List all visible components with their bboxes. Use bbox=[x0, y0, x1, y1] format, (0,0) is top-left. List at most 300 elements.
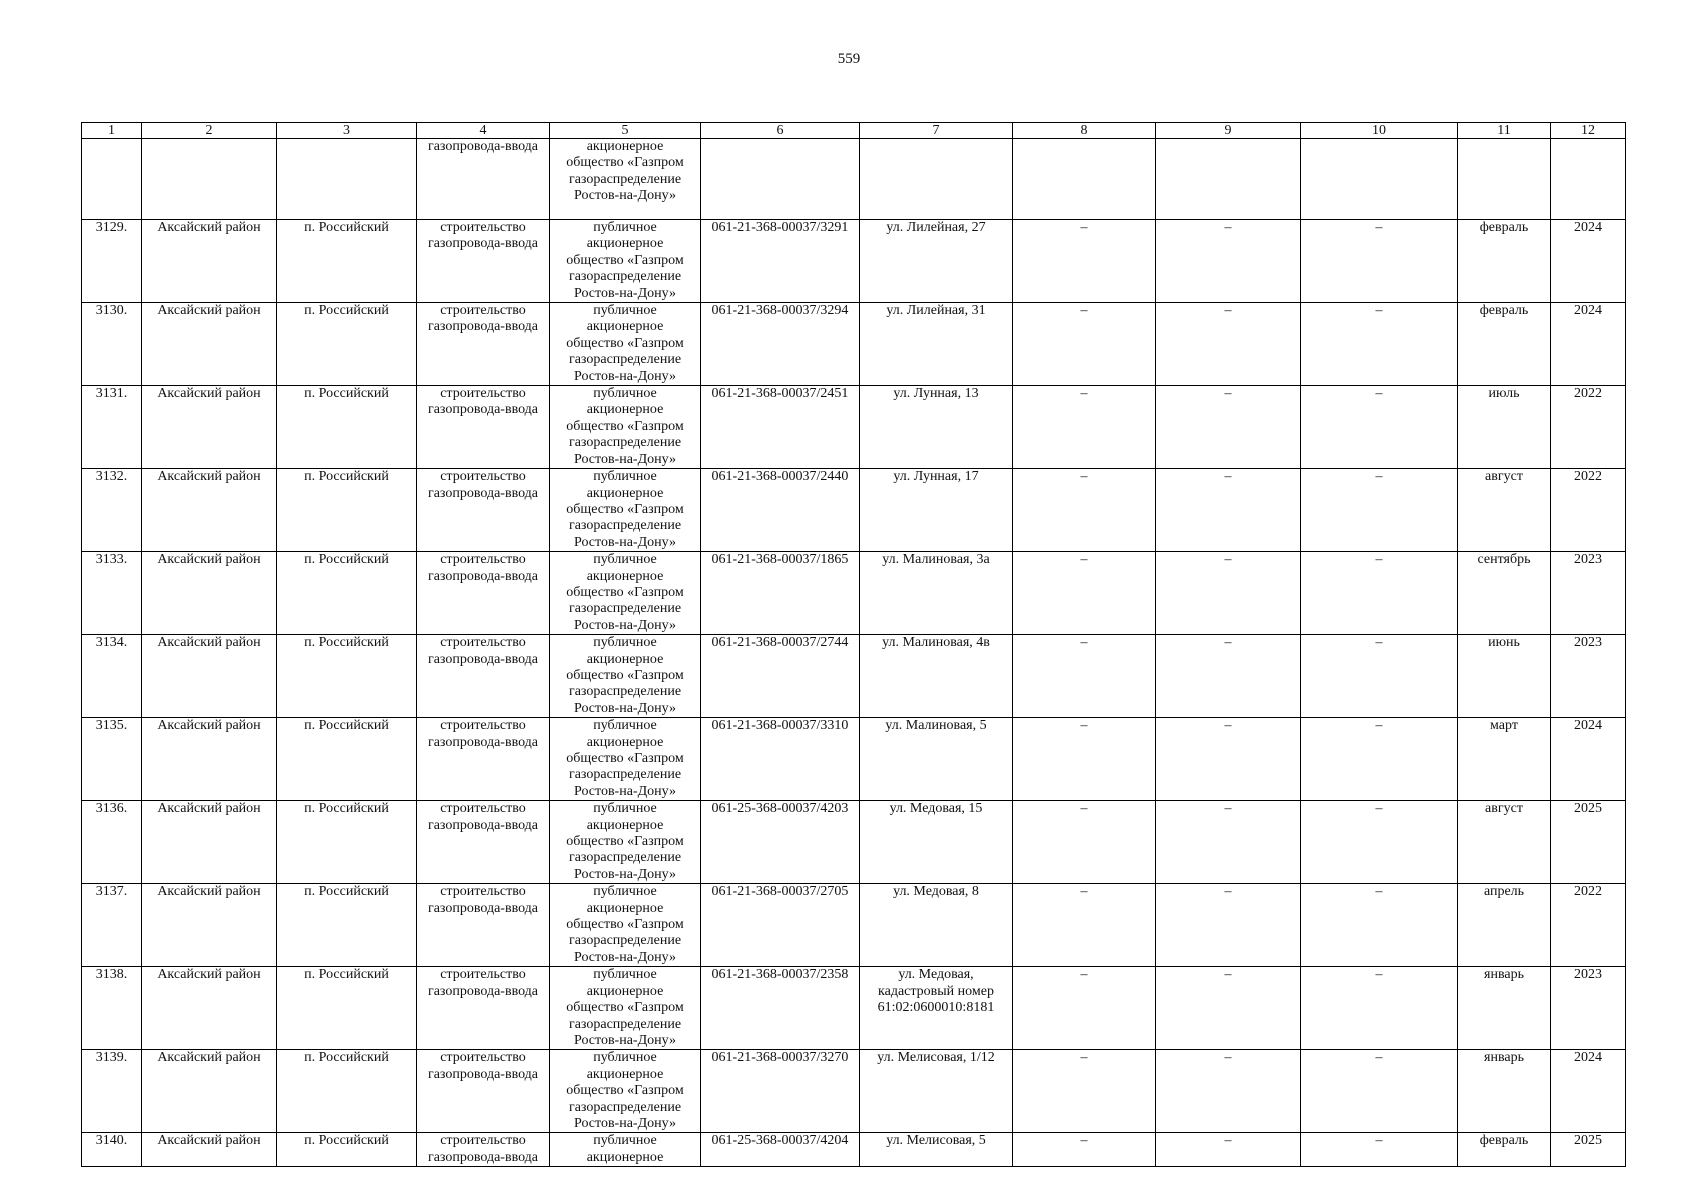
column-header: 8 bbox=[1013, 123, 1156, 139]
cell-month bbox=[1458, 139, 1551, 220]
cell-org-text: публичное акционерное общество «Газпром газораспределение Ростов-на-Дону» bbox=[566, 1050, 684, 1131]
cell-c10-text: – bbox=[1375, 718, 1383, 734]
cell-num bbox=[82, 303, 142, 386]
cell-year bbox=[1551, 635, 1626, 718]
cell-num-text: 3139. bbox=[95, 1050, 128, 1066]
cell-address bbox=[860, 718, 1013, 801]
cell-num-text: 3138. bbox=[95, 967, 128, 983]
cell-settlement-text: п. Российский bbox=[304, 967, 389, 983]
cell-c9-text: – bbox=[1224, 718, 1232, 734]
cell-num bbox=[82, 1050, 142, 1133]
cell-settlement-text: п. Российский bbox=[304, 1050, 389, 1066]
cell-year-text: 2022 bbox=[1574, 386, 1602, 402]
cell-work bbox=[417, 635, 550, 718]
cell-c10 bbox=[1301, 884, 1458, 967]
cell-district-text: Аксайский район bbox=[157, 303, 261, 319]
cell-c8 bbox=[1013, 1050, 1156, 1133]
cell-c8 bbox=[1013, 552, 1156, 635]
cell-district bbox=[142, 718, 277, 801]
cell-org bbox=[550, 552, 701, 635]
cell-address bbox=[860, 967, 1013, 1050]
cell-address-text: ул. Лунная, 17 bbox=[893, 469, 979, 485]
cell-c10 bbox=[1301, 552, 1458, 635]
cell-work-text: строительство газопровода-ввода bbox=[427, 303, 539, 335]
cell-work bbox=[417, 139, 550, 220]
cell-c8-text: – bbox=[1080, 1133, 1088, 1149]
cell-code bbox=[701, 469, 860, 552]
cell-c8 bbox=[1013, 220, 1156, 303]
cell-code-text: 061-21-368-00037/3294 bbox=[711, 303, 849, 319]
cell-settlement bbox=[277, 718, 417, 801]
cell-work bbox=[417, 884, 550, 967]
cell-year-text: 2022 bbox=[1574, 469, 1602, 485]
cell-c8 bbox=[1013, 801, 1156, 884]
cell-year-text: 2023 bbox=[1574, 967, 1602, 983]
cell-work bbox=[417, 967, 550, 1050]
cell-address bbox=[860, 884, 1013, 967]
column-header: 5 bbox=[550, 123, 701, 139]
column-header: 3 bbox=[277, 123, 417, 139]
cell-year bbox=[1551, 801, 1626, 884]
cell-code-text: 061-25-368-00037/4204 bbox=[711, 1133, 849, 1149]
cell-district-text: Аксайский район bbox=[157, 386, 261, 402]
cell-code bbox=[701, 220, 860, 303]
cell-c8-text: – bbox=[1080, 718, 1088, 734]
cell-c9 bbox=[1156, 303, 1301, 386]
cell-month-text: август bbox=[1485, 801, 1523, 817]
cell-month-text: апрель bbox=[1483, 884, 1525, 900]
table-row bbox=[82, 801, 1626, 884]
cell-code-text: 061-21-368-00037/3291 bbox=[711, 220, 849, 235]
cell-c9 bbox=[1156, 139, 1301, 220]
cell-org bbox=[550, 1050, 701, 1133]
cell-c10 bbox=[1301, 220, 1458, 303]
cell-num-text: 3130. bbox=[95, 303, 128, 319]
cell-c10 bbox=[1301, 303, 1458, 386]
cell-c9 bbox=[1156, 884, 1301, 967]
cell-code-text: 061-21-368-00037/2705 bbox=[711, 884, 849, 900]
cell-num bbox=[82, 386, 142, 469]
continued-row bbox=[82, 139, 1626, 220]
cell-work bbox=[417, 386, 550, 469]
cell-c8-text: – bbox=[1080, 303, 1088, 319]
cell-org bbox=[550, 220, 701, 303]
cell-c9-text: – bbox=[1224, 967, 1232, 983]
cell-month-text: февраль bbox=[1479, 303, 1529, 319]
cell-c8-text: – bbox=[1080, 386, 1088, 402]
cell-address bbox=[860, 469, 1013, 552]
cell-work-text: строительство газопровода-ввода bbox=[427, 967, 539, 999]
cell-code-text: 061-21-368-00037/2440 bbox=[711, 469, 849, 485]
cell-org-text: акционерное общество «Газпром газораспределение Ростов-на-Дону» bbox=[566, 139, 684, 204]
cell-district-text: Аксайский район bbox=[157, 718, 261, 734]
table-row bbox=[82, 303, 1626, 386]
cell-settlement-text: п. Российский bbox=[304, 635, 389, 651]
cell-org-text: публичное акционерное общество «Газпром газораспределение Ростов-на-Дону» bbox=[566, 635, 684, 716]
cell-month bbox=[1458, 1133, 1551, 1167]
table-row bbox=[82, 967, 1626, 1050]
cell-c8 bbox=[1013, 1133, 1156, 1167]
cell-c10-text: – bbox=[1375, 884, 1383, 900]
cell-num bbox=[82, 220, 142, 303]
cell-address bbox=[860, 386, 1013, 469]
cell-c10 bbox=[1301, 1050, 1458, 1133]
cell-code-text: 061-21-368-00037/2744 bbox=[711, 635, 849, 651]
cell-c8-text: – bbox=[1080, 469, 1088, 485]
cell-c10-text: – bbox=[1375, 303, 1383, 319]
cell-district-text: Аксайский район bbox=[157, 967, 261, 983]
cell-month bbox=[1458, 303, 1551, 386]
cell-district bbox=[142, 801, 277, 884]
cell-address-text: ул. Малиновая, 4в bbox=[882, 635, 990, 651]
cell-c9-text: – bbox=[1224, 386, 1232, 402]
table-header bbox=[82, 123, 1626, 139]
cell-year-text: 2023 bbox=[1574, 552, 1602, 568]
cell-month bbox=[1458, 884, 1551, 967]
cell-address-text: ул. Лилейная, 31 bbox=[886, 303, 986, 319]
table-row bbox=[82, 1050, 1626, 1133]
cell-settlement-text: п. Российский bbox=[304, 469, 389, 485]
cell-c9-text: – bbox=[1224, 220, 1232, 235]
cell-code bbox=[701, 884, 860, 967]
cell-c9-text: – bbox=[1224, 884, 1232, 900]
cell-year bbox=[1551, 469, 1626, 552]
cell-year-text: 2023 bbox=[1574, 635, 1602, 651]
cell-work-text: строительство газопровода-ввода bbox=[427, 469, 539, 501]
cell-work-text: строительство газопровода-ввода bbox=[427, 718, 539, 750]
cell-district-text: Аксайский район bbox=[157, 552, 261, 568]
cell-address bbox=[860, 139, 1013, 220]
cell-settlement bbox=[277, 635, 417, 718]
cell-settlement-text: п. Российский bbox=[304, 386, 389, 402]
cell-year-text: 2024 bbox=[1574, 1050, 1602, 1066]
cell-district bbox=[142, 386, 277, 469]
table-row bbox=[82, 635, 1626, 718]
cell-month bbox=[1458, 469, 1551, 552]
cell-month-text: август bbox=[1485, 469, 1523, 485]
cell-c9 bbox=[1156, 469, 1301, 552]
cell-org bbox=[550, 967, 701, 1050]
cell-year bbox=[1551, 1133, 1626, 1167]
cell-settlement bbox=[277, 552, 417, 635]
cell-address bbox=[860, 303, 1013, 386]
cell-code bbox=[701, 635, 860, 718]
cell-month bbox=[1458, 801, 1551, 884]
cell-c10 bbox=[1301, 801, 1458, 884]
cell-c9 bbox=[1156, 220, 1301, 303]
cell-work-text: строительство газопровода-ввода bbox=[427, 220, 539, 252]
cell-org-text: публичное акционерное общество «Газпром газораспределение Ростов-на-Дону» bbox=[566, 469, 684, 550]
cell-code bbox=[701, 303, 860, 386]
cell-num-text: 3133. bbox=[95, 552, 128, 568]
cell-c10 bbox=[1301, 469, 1458, 552]
table-row bbox=[82, 718, 1626, 801]
column-header: 9 bbox=[1156, 123, 1301, 139]
cell-address-text: ул. Медовая, 8 bbox=[893, 884, 979, 900]
cell-district-text: Аксайский район bbox=[157, 635, 261, 651]
cell-code-text: 061-21-368-00037/3270 bbox=[711, 1050, 849, 1066]
cell-month-text: июль bbox=[1488, 386, 1520, 402]
cell-work bbox=[417, 303, 550, 386]
cell-org bbox=[550, 386, 701, 469]
cell-address-text: ул. Мелисовая, 5 bbox=[886, 1133, 986, 1149]
cell-num bbox=[82, 718, 142, 801]
cell-year-text: 2022 bbox=[1574, 884, 1602, 900]
cell-num bbox=[82, 469, 142, 552]
cell-settlement-text: п. Российский bbox=[304, 801, 389, 817]
cell-settlement-text: п. Российский bbox=[304, 552, 389, 568]
cell-c8 bbox=[1013, 635, 1156, 718]
cell-month bbox=[1458, 1050, 1551, 1133]
cell-c9 bbox=[1156, 1133, 1301, 1167]
cell-address bbox=[860, 1133, 1013, 1167]
cell-settlement bbox=[277, 139, 417, 220]
cell-year bbox=[1551, 303, 1626, 386]
cell-c8-text: – bbox=[1080, 220, 1088, 235]
cell-year-text: 2024 bbox=[1574, 303, 1602, 319]
cell-c9-text: – bbox=[1224, 303, 1232, 319]
cell-num-text: 3135. bbox=[95, 718, 128, 734]
cell-c8-text: – bbox=[1080, 884, 1088, 900]
cell-year bbox=[1551, 220, 1626, 303]
cell-month bbox=[1458, 552, 1551, 635]
table-row bbox=[82, 220, 1626, 303]
cell-c8 bbox=[1013, 303, 1156, 386]
table-body bbox=[82, 139, 1626, 1167]
cell-num-text: 3132. bbox=[95, 469, 128, 485]
cell-org bbox=[550, 718, 701, 801]
column-header: 1 bbox=[82, 123, 142, 139]
cell-settlement-text: п. Российский bbox=[304, 1133, 389, 1149]
cell-year-text: 2024 bbox=[1574, 718, 1602, 734]
cell-year-text: 2024 bbox=[1574, 220, 1602, 235]
cell-year bbox=[1551, 386, 1626, 469]
cell-month bbox=[1458, 718, 1551, 801]
cell-c10-text: – bbox=[1375, 1133, 1383, 1149]
cell-c9 bbox=[1156, 801, 1301, 884]
cell-org bbox=[550, 1133, 701, 1167]
cell-c10-text: – bbox=[1375, 801, 1383, 817]
table-row bbox=[82, 884, 1626, 967]
cell-c10 bbox=[1301, 718, 1458, 801]
cell-c9-text: – bbox=[1224, 552, 1232, 568]
cell-settlement-text: п. Российский bbox=[304, 220, 389, 235]
cell-code bbox=[701, 139, 860, 220]
cell-code bbox=[701, 386, 860, 469]
cell-work bbox=[417, 552, 550, 635]
cell-year bbox=[1551, 718, 1626, 801]
cell-org-text: публичное акционерное общество «Газпром газораспределение Ростов-на-Дону» bbox=[566, 552, 684, 633]
cell-code-text: 061-21-368-00037/2451 bbox=[711, 386, 849, 402]
cell-org bbox=[550, 635, 701, 718]
cell-c10-text: – bbox=[1375, 967, 1383, 983]
cell-address-text: ул. Лунная, 13 bbox=[893, 386, 979, 402]
cell-c9 bbox=[1156, 386, 1301, 469]
cell-address bbox=[860, 552, 1013, 635]
cell-settlement bbox=[277, 220, 417, 303]
cell-district bbox=[142, 967, 277, 1050]
cell-settlement bbox=[277, 1050, 417, 1133]
cell-org-text: публичное акционерное bbox=[586, 1133, 664, 1165]
cell-year bbox=[1551, 884, 1626, 967]
cell-org-text: публичное акционерное общество «Газпром газораспределение Ростов-на-Дону» bbox=[566, 220, 684, 301]
cell-settlement-text: п. Российский bbox=[304, 884, 389, 900]
cell-district bbox=[142, 552, 277, 635]
cell-district bbox=[142, 220, 277, 303]
page-number: 559 bbox=[837, 51, 861, 67]
cell-num-text: 3137. bbox=[95, 884, 128, 900]
cell-settlement bbox=[277, 303, 417, 386]
cell-c8 bbox=[1013, 469, 1156, 552]
cell-district bbox=[142, 303, 277, 386]
register-table bbox=[81, 122, 1626, 1167]
cell-code bbox=[701, 1133, 860, 1167]
cell-num bbox=[82, 635, 142, 718]
cell-code bbox=[701, 1050, 860, 1133]
cell-district bbox=[142, 1050, 277, 1133]
cell-org-text: публичное акционерное общество «Газпром газораспределение Ростов-на-Дону» bbox=[566, 718, 684, 799]
cell-address-text: ул. Мелисовая, 1/12 bbox=[877, 1050, 995, 1066]
cell-c10 bbox=[1301, 386, 1458, 469]
column-header: 11 bbox=[1458, 123, 1551, 139]
cell-c8-text: – bbox=[1080, 801, 1088, 817]
cell-year bbox=[1551, 1050, 1626, 1133]
cell-c8-text: – bbox=[1080, 1050, 1088, 1066]
column-header: 2 bbox=[142, 123, 277, 139]
cell-address bbox=[860, 1050, 1013, 1133]
cell-c8 bbox=[1013, 386, 1156, 469]
cell-c10-text: – bbox=[1375, 552, 1383, 568]
cell-num-text: 3129. bbox=[95, 220, 128, 235]
table-row bbox=[82, 552, 1626, 635]
cell-settlement-text: п. Российский bbox=[304, 718, 389, 734]
cell-c9 bbox=[1156, 552, 1301, 635]
cell-c9-text: – bbox=[1224, 635, 1232, 651]
column-header: 4 bbox=[417, 123, 550, 139]
cell-num bbox=[82, 552, 142, 635]
cell-work bbox=[417, 801, 550, 884]
cell-c8 bbox=[1013, 884, 1156, 967]
cell-district-text: Аксайский район bbox=[157, 220, 261, 235]
cell-c9-text: – bbox=[1224, 469, 1232, 485]
cell-work-text: строительство газопровода-ввода bbox=[427, 552, 539, 584]
cell-c9-text: – bbox=[1224, 801, 1232, 817]
header-row bbox=[82, 123, 1626, 139]
cell-org-text: публичное акционерное общество «Газпром газораспределение Ростов-на-Дону» bbox=[566, 386, 684, 467]
cell-code-text: 061-21-368-00037/2358 bbox=[711, 967, 849, 983]
cell-year bbox=[1551, 967, 1626, 1050]
cell-num bbox=[82, 139, 142, 220]
cell-work bbox=[417, 1050, 550, 1133]
cell-org-text: публичное акционерное общество «Газпром газораспределение Ростов-на-Дону» bbox=[566, 801, 684, 882]
cell-settlement bbox=[277, 884, 417, 967]
cell-org-text: публичное акционерное общество «Газпром газораспределение Ростов-на-Дону» bbox=[566, 884, 684, 965]
cell-work-text: строительство газопровода-ввода bbox=[427, 1133, 539, 1165]
cell-org bbox=[550, 303, 701, 386]
cell-address-text: ул. Медовая, 15 bbox=[889, 801, 983, 817]
cell-settlement bbox=[277, 1133, 417, 1167]
cell-work bbox=[417, 220, 550, 303]
cell-code-text: 061-25-368-00037/4203 bbox=[711, 801, 849, 817]
cell-month-text: февраль bbox=[1479, 1133, 1529, 1149]
cell-c9-text: – bbox=[1224, 1050, 1232, 1066]
cell-year bbox=[1551, 552, 1626, 635]
column-header: 7 bbox=[860, 123, 1013, 139]
cell-settlement bbox=[277, 469, 417, 552]
cell-district bbox=[142, 139, 277, 220]
column-header: 6 bbox=[701, 123, 860, 139]
cell-settlement-text: п. Российский bbox=[304, 303, 389, 319]
cell-work-text: газопровода-ввода bbox=[427, 139, 539, 154]
cell-work bbox=[417, 718, 550, 801]
cell-year bbox=[1551, 139, 1626, 220]
cell-month-text: март bbox=[1490, 718, 1518, 734]
cell-month-text: январь bbox=[1484, 1050, 1524, 1066]
cell-c10-text: – bbox=[1375, 469, 1383, 485]
cell-c8-text: – bbox=[1080, 635, 1088, 651]
cell-c10 bbox=[1301, 1133, 1458, 1167]
cell-month-text: июнь bbox=[1488, 635, 1520, 651]
cell-month bbox=[1458, 967, 1551, 1050]
cell-month-text: январь bbox=[1484, 967, 1524, 983]
cell-work-text: строительство газопровода-ввода bbox=[427, 386, 539, 418]
cell-num bbox=[82, 1133, 142, 1167]
cell-district bbox=[142, 635, 277, 718]
cell-work-text: строительство газопровода-ввода bbox=[427, 801, 539, 833]
cell-num bbox=[82, 884, 142, 967]
cell-org bbox=[550, 139, 701, 220]
cell-month bbox=[1458, 635, 1551, 718]
cell-month-text: сентябрь bbox=[1477, 552, 1531, 568]
cell-c10 bbox=[1301, 635, 1458, 718]
cell-c10 bbox=[1301, 967, 1458, 1050]
cell-settlement bbox=[277, 386, 417, 469]
cell-code bbox=[701, 718, 860, 801]
cell-district bbox=[142, 469, 277, 552]
cell-c10-text: – bbox=[1375, 1050, 1383, 1066]
cell-c10-text: – bbox=[1375, 220, 1383, 235]
cell-num bbox=[82, 967, 142, 1050]
cell-year-text: 2025 bbox=[1574, 1133, 1602, 1149]
cell-num-text: 3131. bbox=[95, 386, 128, 402]
cell-settlement bbox=[277, 967, 417, 1050]
table-row bbox=[82, 386, 1626, 469]
cell-c8-text: – bbox=[1080, 552, 1088, 568]
cell-c8 bbox=[1013, 718, 1156, 801]
cell-work-text: строительство газопровода-ввода bbox=[427, 635, 539, 667]
cell-address bbox=[860, 801, 1013, 884]
cell-c9 bbox=[1156, 718, 1301, 801]
cell-code bbox=[701, 967, 860, 1050]
cell-c9-text: – bbox=[1224, 1133, 1232, 1149]
cell-c8-text: – bbox=[1080, 967, 1088, 983]
cell-code bbox=[701, 552, 860, 635]
cell-c8 bbox=[1013, 967, 1156, 1050]
cell-address bbox=[860, 220, 1013, 303]
cell-org-text: публичное акционерное общество «Газпром газораспределение Ростов-на-Дону» bbox=[566, 967, 684, 1048]
cell-district-text: Аксайский район bbox=[157, 1133, 261, 1149]
cell-work-text: строительство газопровода-ввода bbox=[427, 1050, 539, 1082]
cell-district-text: Аксайский район bbox=[157, 469, 261, 485]
cell-code-text: 061-21-368-00037/1865 bbox=[711, 552, 849, 568]
cell-month bbox=[1458, 220, 1551, 303]
cell-work bbox=[417, 469, 550, 552]
cell-num-text: 3136. bbox=[95, 801, 128, 817]
cell-work bbox=[417, 1133, 550, 1167]
cell-month-text: февраль bbox=[1479, 220, 1529, 235]
cell-month bbox=[1458, 386, 1551, 469]
cell-num-text: 3140. bbox=[95, 1133, 128, 1149]
